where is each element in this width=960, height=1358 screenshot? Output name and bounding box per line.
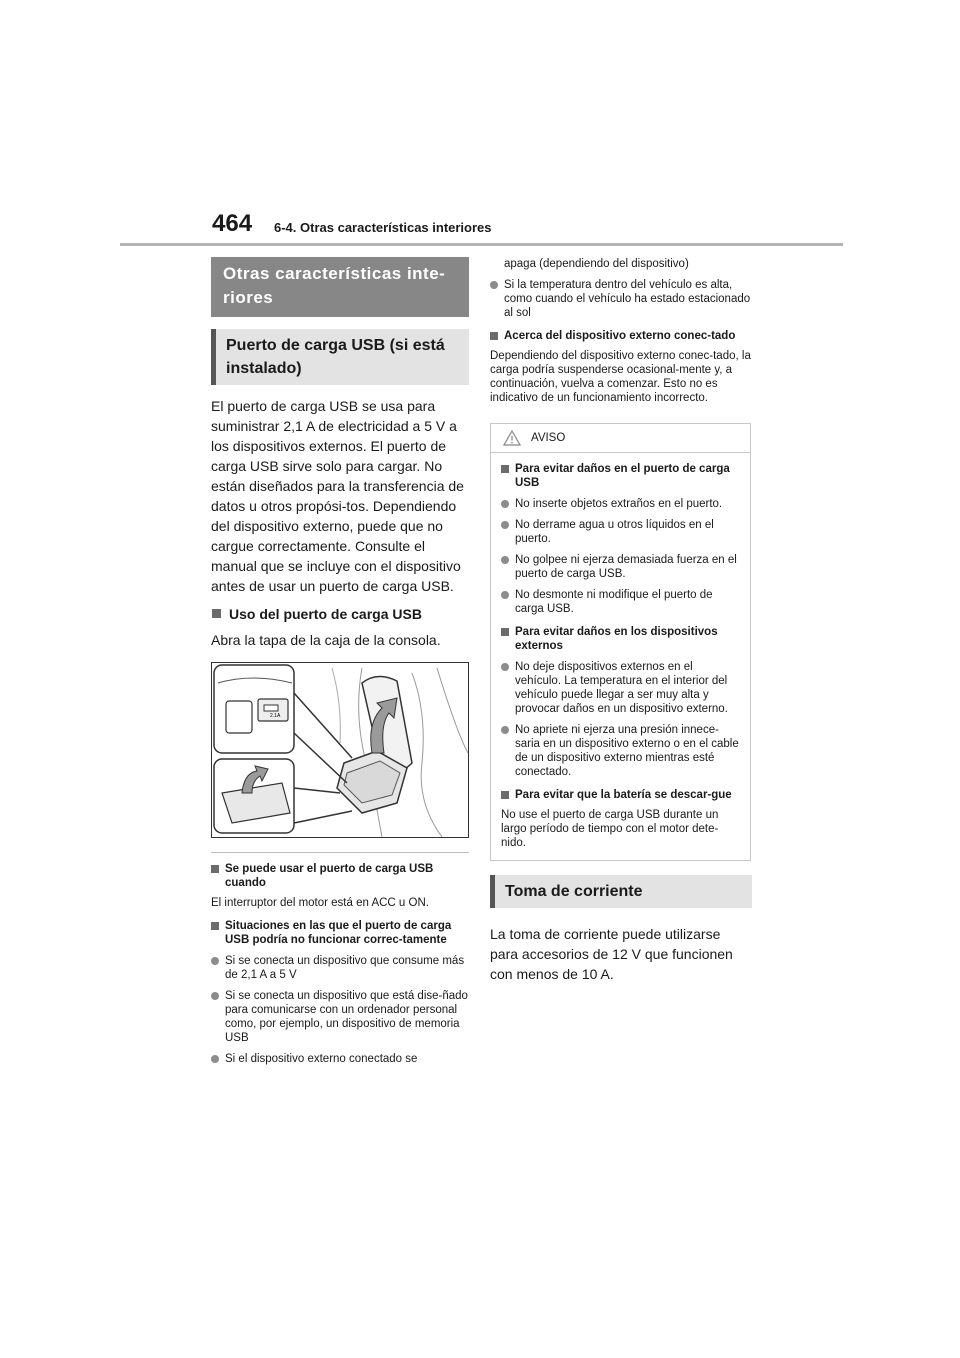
warning-title: AVISO <box>531 432 566 444</box>
header-rule <box>120 243 843 246</box>
list-item: No golpee ni ejerza demasiada fuerza en el puerto de carga USB. <box>501 553 740 581</box>
circle-bullet-icon <box>501 521 509 529</box>
list-item: Si la temperatura dentro del vehículo es alta, como cuando el vehículo ha estado estacionado al sol <box>490 278 752 320</box>
continued-text: apaga (dependiendo del dispositivo) <box>504 258 689 270</box>
list-item: Si el dispositivo externo conectado se <box>211 1052 469 1066</box>
square-bullet-icon <box>212 609 221 618</box>
circle-bullet-icon <box>501 726 509 734</box>
note2-heading-text: Situaciones en las que el puerto de carga USB podría no funcionar correc-tamente <box>225 920 452 946</box>
port-label: 2.1A <box>270 713 281 719</box>
running-header: 6-4. Otras características interiores <box>274 220 492 235</box>
about-text: Dependiendo del dispositivo externo conec-tado, la carga podría suspenderse ocasional-mente y, a continuación, vuelva a comenzar. Esto no es indicativo de un funcionamiento incorrecto. <box>490 350 751 404</box>
circle-bullet-icon <box>501 591 509 599</box>
list-item: Si se conecta un dispositivo que está dise-ñado para comunicarse con un ordenador personal como, por ejemplo, un dispositivo de memoria USB <box>211 989 469 1045</box>
warning-text-3: No use el puerto de carga USB durante un largo período de tiempo con el motor dete-nido. <box>501 809 719 849</box>
square-bullet-icon <box>501 791 509 799</box>
circle-bullet-icon <box>501 500 509 508</box>
circle-bullet-icon <box>501 663 509 671</box>
list-item: Si se conecta un dispositivo que consume más de 2,1 A a 5 V <box>211 954 469 982</box>
usage-heading-text: Uso del puerto de carga USB <box>229 606 422 622</box>
warning-heading-3: Para evitar que la batería se descar-gue <box>501 788 740 802</box>
circle-bullet-icon <box>211 992 219 1000</box>
chapter-title: Otras características inte-riores <box>211 257 469 317</box>
section-heading-usb: Puerto de carga USB (si está instalado) <box>211 329 469 385</box>
note1-heading <box>211 862 469 890</box>
square-bullet-icon <box>501 628 509 636</box>
square-bullet-icon <box>211 865 219 873</box>
usage-heading <box>211 604 469 624</box>
warning-heading-1: Para evitar daños en el puerto de carga USB <box>501 462 740 490</box>
usb-port-illustration <box>211 662 469 838</box>
about-heading-text: Acerca del dispositivo externo conec-tado <box>504 330 736 342</box>
console-illustration-svg <box>212 663 468 837</box>
usage-text: Abra la tapa de la caja de la consola. <box>211 632 441 648</box>
warning-header <box>491 424 750 453</box>
left-column <box>211 257 469 1066</box>
circle-bullet-icon <box>211 1055 219 1063</box>
section-heading-power-outlet: Toma de corriente <box>490 875 752 908</box>
power-outlet-text: La toma de corriente puede utilizarse para accesorios de 12 V que funcionen con menos de 10 A. <box>490 926 733 982</box>
square-bullet-icon <box>490 332 498 340</box>
note1-text: El interruptor del motor está en ACC u ON. <box>211 897 429 909</box>
list-item: No inserte objetos extraños en el puerto. <box>501 497 740 511</box>
page-number: 464 <box>212 210 253 237</box>
square-bullet-icon <box>501 465 509 473</box>
square-bullet-icon <box>211 922 219 930</box>
circle-bullet-icon <box>501 556 509 564</box>
list-item: No deje dispositivos externos en el vehículo. La temperatura en el interior del vehículo puede llegar a ser muy alta y provocar daños en un dispositivo externo. <box>501 660 740 716</box>
list-item: No desmonte ni modifique el puerto de carga USB. <box>501 588 740 616</box>
right-column <box>490 257 752 984</box>
about-heading <box>490 329 752 343</box>
note1-heading-text: Se puede usar el puerto de carga USB cuando <box>225 863 434 889</box>
circle-bullet-icon <box>211 957 219 965</box>
warning-box <box>490 423 751 861</box>
list-item: No derrame agua u otros líquidos en el puerto. <box>501 518 740 546</box>
warning-triangle-icon <box>503 430 521 446</box>
warning-heading-2: Para evitar daños en los dispositivos externos <box>501 625 740 653</box>
circle-bullet-icon <box>490 281 498 289</box>
list-item: No apriete ni ejerza una presión innece-saria en un dispositivo externo o en el cable de un dispositivo externo mientras esté conectado. <box>501 723 740 779</box>
intro-paragraph: El puerto de carga USB se usa para suministrar 2,1 A de electricidad a 5 V a los dispositivos externos. El puerto de carga USB sirve solo para cargar. No están diseñados para la transferencia de datos u otros propósi-tos. Dependiendo del dispositivo externo, puede que no cargue correctamente. Consulte el manual que se incluye con el dispositivo antes de usar un puerto de carga USB. <box>211 398 464 594</box>
note2-heading <box>211 919 469 947</box>
figure-rule <box>211 852 469 853</box>
